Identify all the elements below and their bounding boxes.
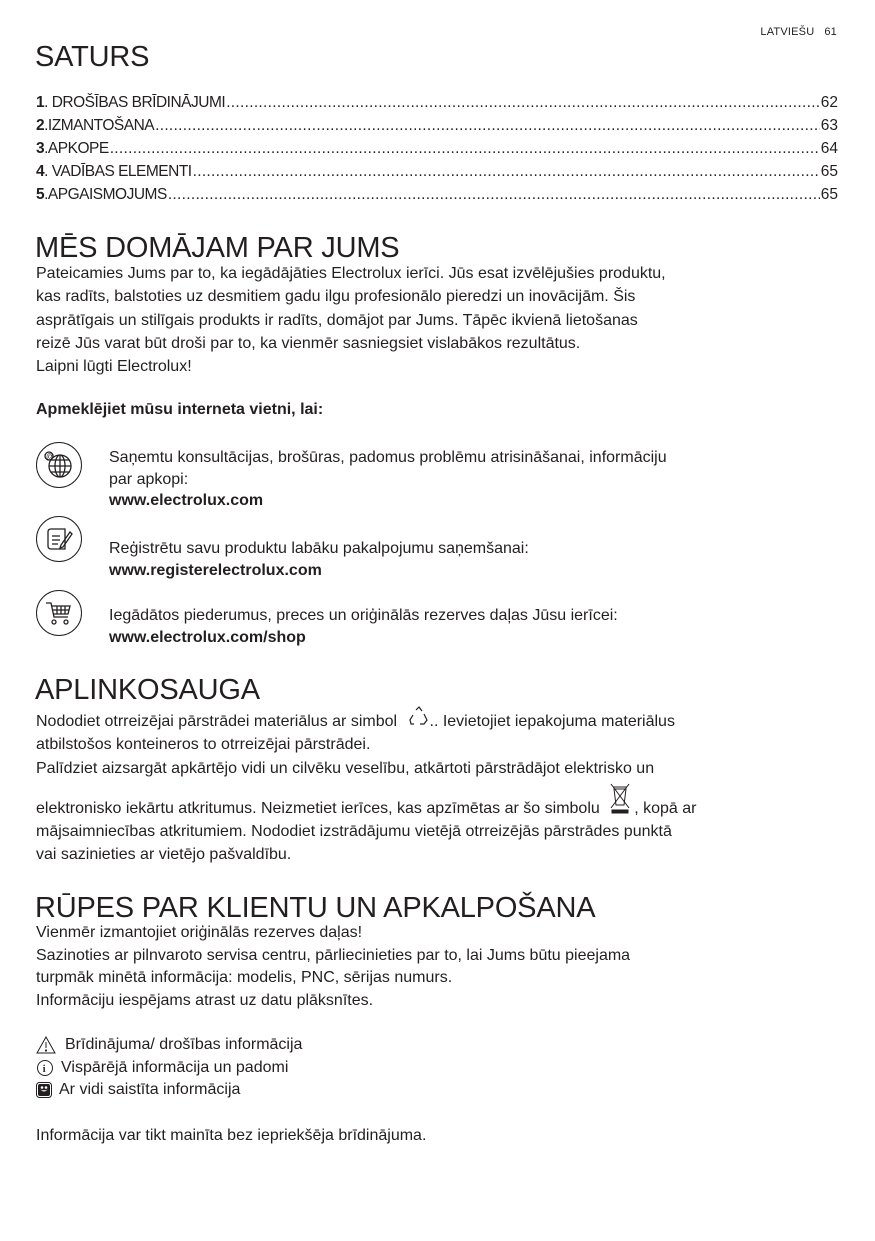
- text-line: turpmāk minētā informācija: modelis, PNC, sērijas numurs.: [36, 969, 453, 987]
- language-label: LATVIEŠU: [760, 26, 815, 38]
- text-line: Informāciju iespējams atrast uz datu plāksnītes.: [36, 991, 374, 1009]
- toc-item[interactable]: [36, 186, 838, 209]
- text-line: kas radīts, balstoties uz desmitiem gadu ilgu profesionālo pieredzi un inovācijām. Šis: [36, 288, 636, 306]
- link-description: Iegādātos piederumus, preces un oriģinālās rezerves daļas Jūsu ierīcei:: [109, 607, 618, 624]
- toc-number: 4: [36, 163, 45, 180]
- svg-text:i: i: [42, 1063, 46, 1075]
- shopping-cart-icon: [36, 590, 82, 636]
- text-line: mājsaimniecības atkritumiem. Nododiet izstrādājumu vietējā otrreizējās pārstrādes punktā: [36, 823, 672, 841]
- page-number: 61: [824, 26, 837, 38]
- link-item-register: [109, 538, 529, 581]
- toc-page: 65: [820, 163, 838, 180]
- intro-text: [36, 262, 666, 422]
- toc-title: SATURS: [35, 41, 150, 73]
- link-description: Reģistrētu savu produktu labāku pakalpojumu saņemšanai:: [109, 540, 529, 557]
- recycle-icon: [408, 706, 430, 728]
- service-title: RŪPES PAR KLIENTU UN APKALPOŠANA: [35, 892, 596, 924]
- environment-icon: [36, 1082, 52, 1098]
- text-line: vai sazinieties ar vietējo pašvaldību.: [36, 846, 292, 864]
- link-description: par apkopi:: [109, 470, 189, 488]
- toc-page: 62: [820, 94, 838, 111]
- intro-title: MĒS DOMĀJAM PAR JUMS: [35, 232, 400, 264]
- svg-text:@: @: [46, 452, 55, 461]
- environment-text: [36, 710, 696, 867]
- text-segment: Nododiet otrreizējai pārstrādei materiālus ar simbol: [36, 713, 398, 730]
- toc-number: 3: [36, 140, 45, 157]
- globe-icon: [36, 442, 82, 488]
- text-line: Sazinoties ar pilnvaroto servisa centru, pārliecinieties par to, lai Jums būtu pieejama: [36, 946, 631, 964]
- text-segment: , kopā ar: [634, 799, 697, 817]
- toc-label: .IZMANTOŠANA: [44, 117, 155, 134]
- crossed-bin-icon: [608, 781, 632, 815]
- toc-item[interactable]: [36, 163, 838, 186]
- register-document-icon: [36, 516, 82, 562]
- website-link[interactable]: www.electrolux.com: [109, 492, 264, 509]
- legend-item: [36, 1079, 426, 1102]
- link-item-shop: [109, 605, 618, 648]
- text-line: atbilstošos konteineros to otrreizējai pārstrādei.: [36, 736, 371, 754]
- shop-link[interactable]: www.electrolux.com/shop: [109, 628, 306, 646]
- legend-label: Brīdinājuma/ drošības informācija: [65, 1036, 303, 1053]
- toc-item[interactable]: [36, 140, 838, 163]
- toc-label: .APGAISMOJUMS: [44, 186, 167, 203]
- toc-page: 65: [820, 186, 838, 203]
- toc-number: 2: [36, 117, 45, 134]
- legend-label: Ar vidi saistīta informācija: [59, 1081, 241, 1098]
- toc-page: 63: [820, 117, 838, 134]
- text-line: Palīdziet aizsargāt apkārtējo vidi un cilvēku veselību, atkārtoti pārstrādājot elektrisko un: [36, 759, 655, 777]
- link-item-support: [109, 447, 667, 512]
- link-description: Saņemtu konsultācijas, brošūras, padomus problēmu atrisināšanai, informāciju: [109, 449, 667, 466]
- toc-number: 1: [36, 94, 45, 111]
- page-header: [760, 26, 837, 38]
- info-icon: [36, 1059, 54, 1077]
- text-line: asprātīgais un stilīgais produkts ir radīts, domājot par Jums. Tāpēc ikvienā lietošanas: [36, 311, 638, 329]
- table-of-contents: [36, 94, 838, 209]
- toc-item[interactable]: [36, 94, 838, 117]
- legend-item: [36, 1057, 426, 1080]
- text-segment: .. Ievietojiet iepakojuma materiālus: [429, 713, 675, 730]
- text-line: Pateicamies Jums par to, ka iegādājāties Electrolux ierīci. Jūs esat izvēlējušies produktu,: [36, 265, 666, 282]
- warning-icon: [36, 1036, 56, 1054]
- toc-page: 64: [820, 140, 838, 157]
- text-line: reizē Jūs varat būt droši par to, ka vienmēr sasniegsiet vislabākos rezultātus.: [36, 334, 581, 352]
- symbol-legend: [36, 1034, 426, 1147]
- toc-label: . DROŠĪBAS BRĪDINĀJUMI: [44, 94, 226, 111]
- toc-number: 5: [36, 186, 45, 203]
- text-line: Vienmēr izmantojiet oriģinālās rezerves daļas!: [36, 924, 363, 941]
- register-link[interactable]: www.registerelectrolux.com: [109, 561, 322, 579]
- toc-label: .APKOPE: [44, 140, 109, 157]
- legend-item: [36, 1034, 426, 1057]
- toc-label: . VADĪBAS ELEMENTI: [44, 163, 192, 180]
- toc-item[interactable]: [36, 117, 838, 140]
- disclaimer-text: Informācija var tikt mainīta bez iepriekšēja brīdinājuma.: [36, 1126, 427, 1144]
- text-segment: elektronisko iekārtu atkritumus. Neizmetiet ierīces, kas apzīmētas ar šo simbolu: [36, 799, 600, 817]
- visit-heading: Apmeklējiet mūsu interneta vietni, lai:: [36, 401, 324, 419]
- environment-title: APLINKOSAUGA: [35, 674, 260, 706]
- legend-label: Vispārējā informācija un padomi: [61, 1058, 289, 1076]
- service-text: [36, 922, 630, 1012]
- text-line: Laipni lūgti Electrolux!: [36, 358, 192, 376]
